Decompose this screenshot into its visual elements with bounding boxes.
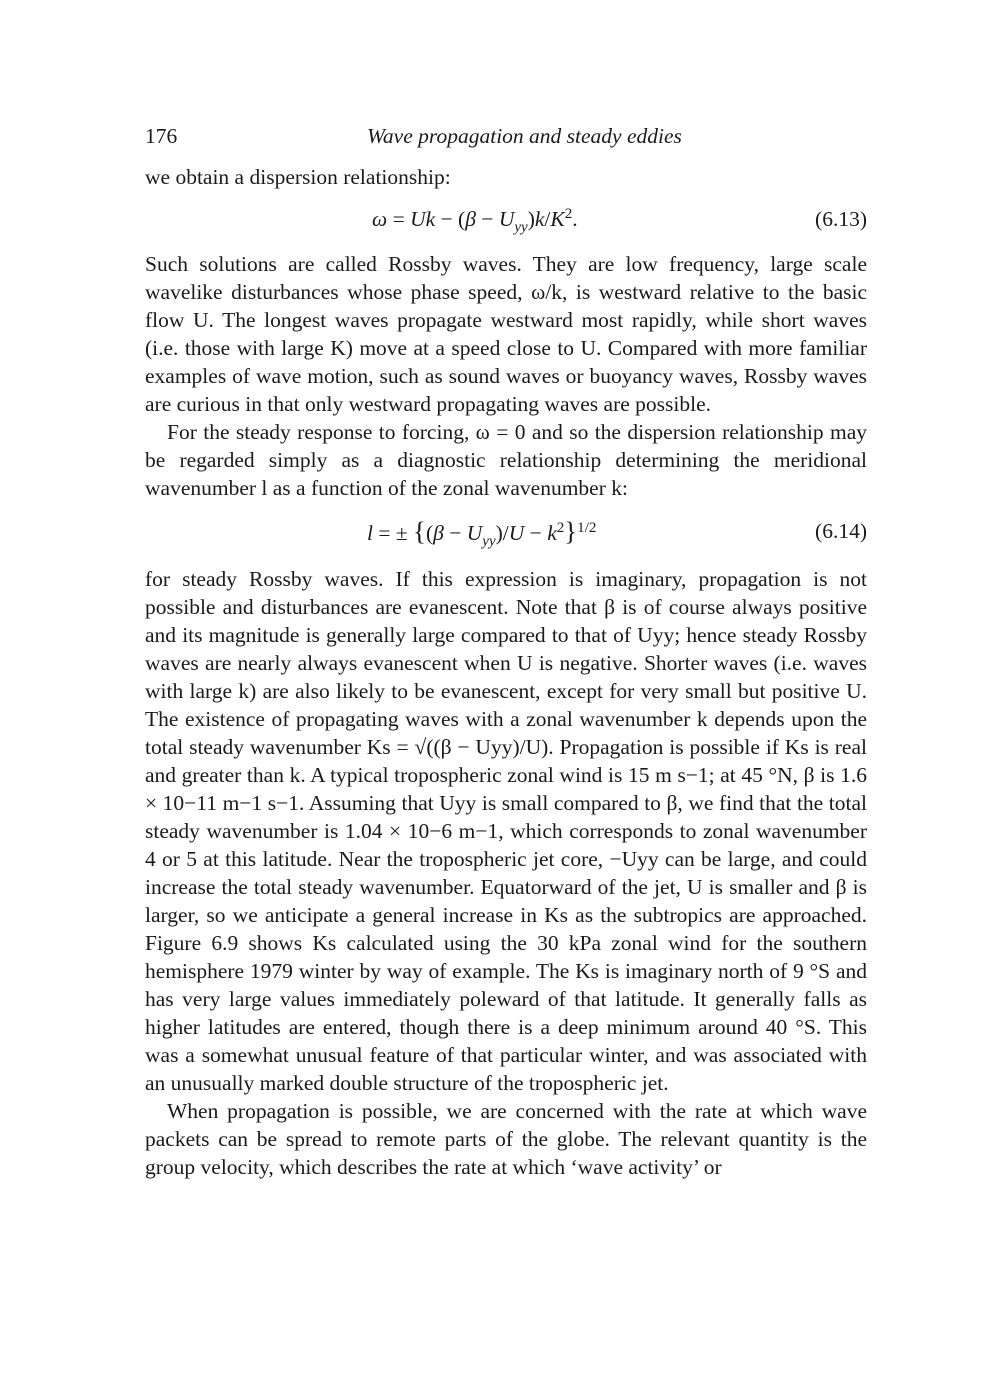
running-title: Wave propagation and steady eddies <box>367 124 682 148</box>
equation-6-13-body: $\omega = Uk - (\beta - U_{yy})k/K^2$. <box>372 205 578 236</box>
body-text <box>145 163 867 1181</box>
page-number: 176 <box>145 124 178 148</box>
equation-number: (6.13) <box>815 207 867 231</box>
intro-line: we obtain a dispersion relationship: <box>145 165 451 189</box>
paragraph: For the steady response to forcing, ω = 0 and so the dispersion relationship may be regarded simply as a diagnostic relationship determining the meridional wavenumber l as a function of the zonal wavenumber k: <box>145 420 867 500</box>
equation-6-14 <box>145 516 867 550</box>
equation-6-14-body: l = ± $\{(\beta - U_{yy})/U - k^2\}^{1/2}$ <box>367 516 597 550</box>
paragraph: Such solutions are called Rossby waves. They are low frequency, large scale wavelike disturbances whose phase speed, ω/k, is westward relative to the basic flow U. The longest waves propagate westward most rapidly, while short waves (i.e. those with large K) move at a speed close to U. Compared with more familiar examples of wave motion, such as sound waves or buoyancy waves, Rossby waves are curious in that only westward propagating waves are possible. <box>145 252 867 416</box>
page-header <box>145 124 867 152</box>
equation-number: (6.14) <box>815 519 867 543</box>
paragraph: When propagation is possible, we are concerned with the rate at which wave packets can be spread to remote parts of the globe. The relevant quantity is the group velocity, which describes the rate at which ‘wave activity’ or <box>145 1099 867 1179</box>
paragraph: for steady Rossby waves. If this expression is imaginary, propagation is not possible and disturbances are evanescent. Note that β is of course always positive and its magnitude is generally large compared to that of Uyy; hence steady Rossby waves are nearly always evanescent when U is negative. Shorter waves (i.e. waves with large k) are also likely to be evanescent, except for very small but positive U. The existence of propagating waves with a zonal wavenumber k depends upon the total steady wavenumber Ks = √((β − Uyy)/U). Propagation is possible if Ks is real and greater than k. A typical tropospheric zonal wind is 15 m s−1; at 45 °N, β is 1.6 × 10−11 m−1 s−1. Assuming that Uyy is small compared to β, we find that the total steady wavenumber is 1.04 × 10−6 m−1, which corresponds to zonal wavenumber 4 or 5 at this latitude. Near the tropospheric jet core, −Uyy can be large, and could increase the total steady wavenumber. Equatorward of the jet, U is smaller and β is larger, so we anticipate a general increase in Ks as the subtropics are approached. Figure 6.9 shows Ks calculated using the 30 kPa zonal wind for the southern hemisphere 1979 winter by way of example. The Ks is imaginary north of 9 °S and has very large values immediately poleward of that latitude. It generally falls as higher latitudes are entered, though there is a deep minimum around 40 °S. This was a somewhat unusual feature of that particular winter, and was associated with an unusually marked double structure of the tropospheric jet. <box>145 567 867 1095</box>
equation-6-13 <box>145 205 867 236</box>
